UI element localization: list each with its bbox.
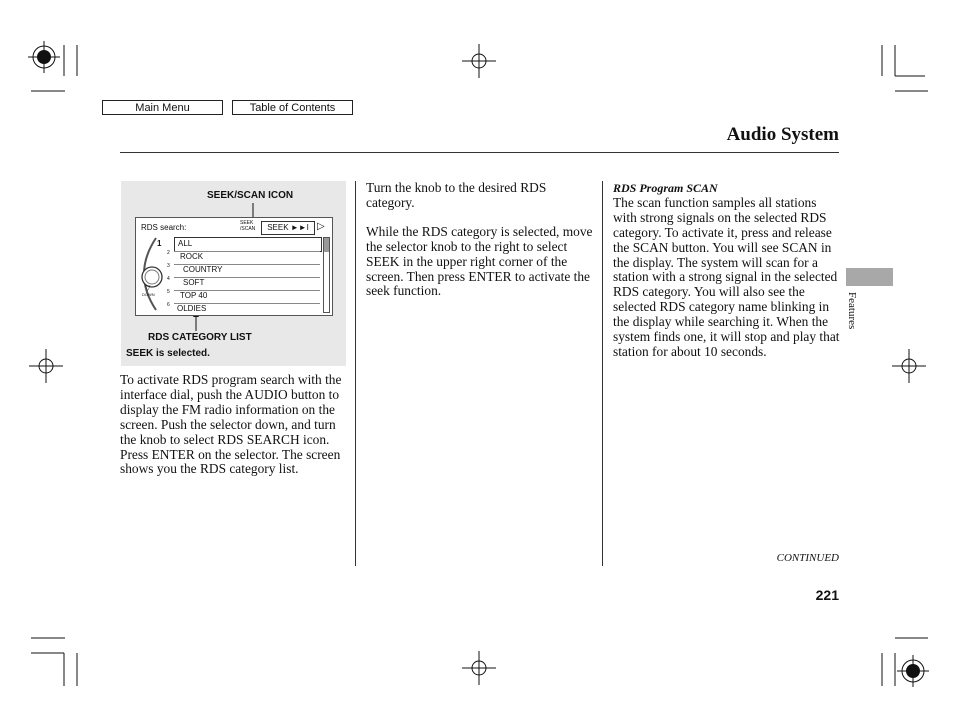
crosshair-icon	[29, 349, 63, 383]
column-divider	[355, 181, 356, 566]
crosshair-icon	[462, 44, 496, 78]
list-item[interactable]: ALL	[178, 239, 193, 248]
list-item-number: 4	[167, 276, 170, 282]
seek-arrow-icon: ▷	[317, 221, 325, 232]
column-2	[366, 181, 598, 299]
list-item-number: 3	[167, 263, 170, 269]
column-3-body: The scan function samples all stations with strong signals on the selected RDS category. To activate it, press and release the SCAN button. You will see SCAN in the display. The system will scan for a station with a strong signal in the selected RDS category. You will also see the selected RDS category name blinking in the display while searching it. When the system finds one, it will stop and play that station for about 10 seconds.	[613, 194, 840, 359]
rds-search-label: RDS search:	[141, 223, 187, 232]
title-rule	[120, 152, 839, 153]
seek-scan-small-icon: SEEK /SCAN	[240, 220, 256, 232]
seek-button[interactable]: SEEK ►►I	[261, 221, 315, 235]
seek-scan-icon-label: SEEK/SCAN ICON	[207, 190, 294, 201]
page-title: Audio System	[726, 124, 839, 145]
registration-target-icon	[897, 655, 929, 687]
interface-dial-icon	[136, 234, 176, 314]
column-3	[613, 181, 843, 360]
down-arrow-icon: ▽	[145, 285, 151, 292]
column-1-body: To activate RDS program search with the interface dial, push the AUDIO button to display the FM radio information on the screen. Push the selector down, and turn the knob to select RDS SEARCH icon. Press ENTER on the selector. The screen shows you the RDS category list.	[120, 372, 342, 477]
continued-label: CONTINUED	[776, 552, 839, 564]
list-item[interactable]: OLDIES	[177, 304, 207, 313]
list-item-number: 5	[167, 289, 170, 295]
crosshair-icon	[892, 349, 926, 383]
crosshair-icon	[462, 651, 496, 685]
list-item-number: 2	[167, 250, 170, 256]
list-item[interactable]: SOFT	[183, 278, 205, 287]
side-tab-marker	[846, 268, 893, 286]
figure-caption: SEEK is selected.	[126, 348, 210, 359]
list-item[interactable]: TOP 40	[180, 291, 208, 300]
list-highlight	[174, 237, 322, 252]
section-heading: RDS Program SCAN	[613, 181, 718, 195]
list-item[interactable]: COUNTRY	[183, 265, 223, 274]
rds-screen-figure	[121, 181, 346, 366]
list-scrollbar[interactable]	[323, 237, 330, 313]
registration-target-icon	[28, 41, 60, 73]
channel-indicator: 1	[157, 239, 162, 248]
rds-category-list-label: RDS CATEGORY LIST	[148, 332, 252, 343]
page-number: 221	[815, 587, 839, 603]
column-2-para-2: While the RDS category is selected, move the selector knob to the right to select SEEK in the upper right corner of the screen. Then press ENTER to activate the seek function.	[366, 223, 593, 299]
side-tab-label: Features	[846, 292, 858, 330]
table-of-contents-button[interactable]: Table of Contents	[232, 100, 353, 115]
rds-display-screen	[135, 217, 333, 316]
down-label: DOWN	[142, 292, 155, 297]
list-item-number: 6	[167, 302, 170, 308]
main-menu-button[interactable]: Main Menu	[102, 100, 223, 115]
list-item[interactable]: ROCK	[180, 252, 204, 261]
column-divider	[602, 181, 603, 566]
column-2-para-1: Turn the knob to the desired RDS category.	[366, 180, 547, 210]
